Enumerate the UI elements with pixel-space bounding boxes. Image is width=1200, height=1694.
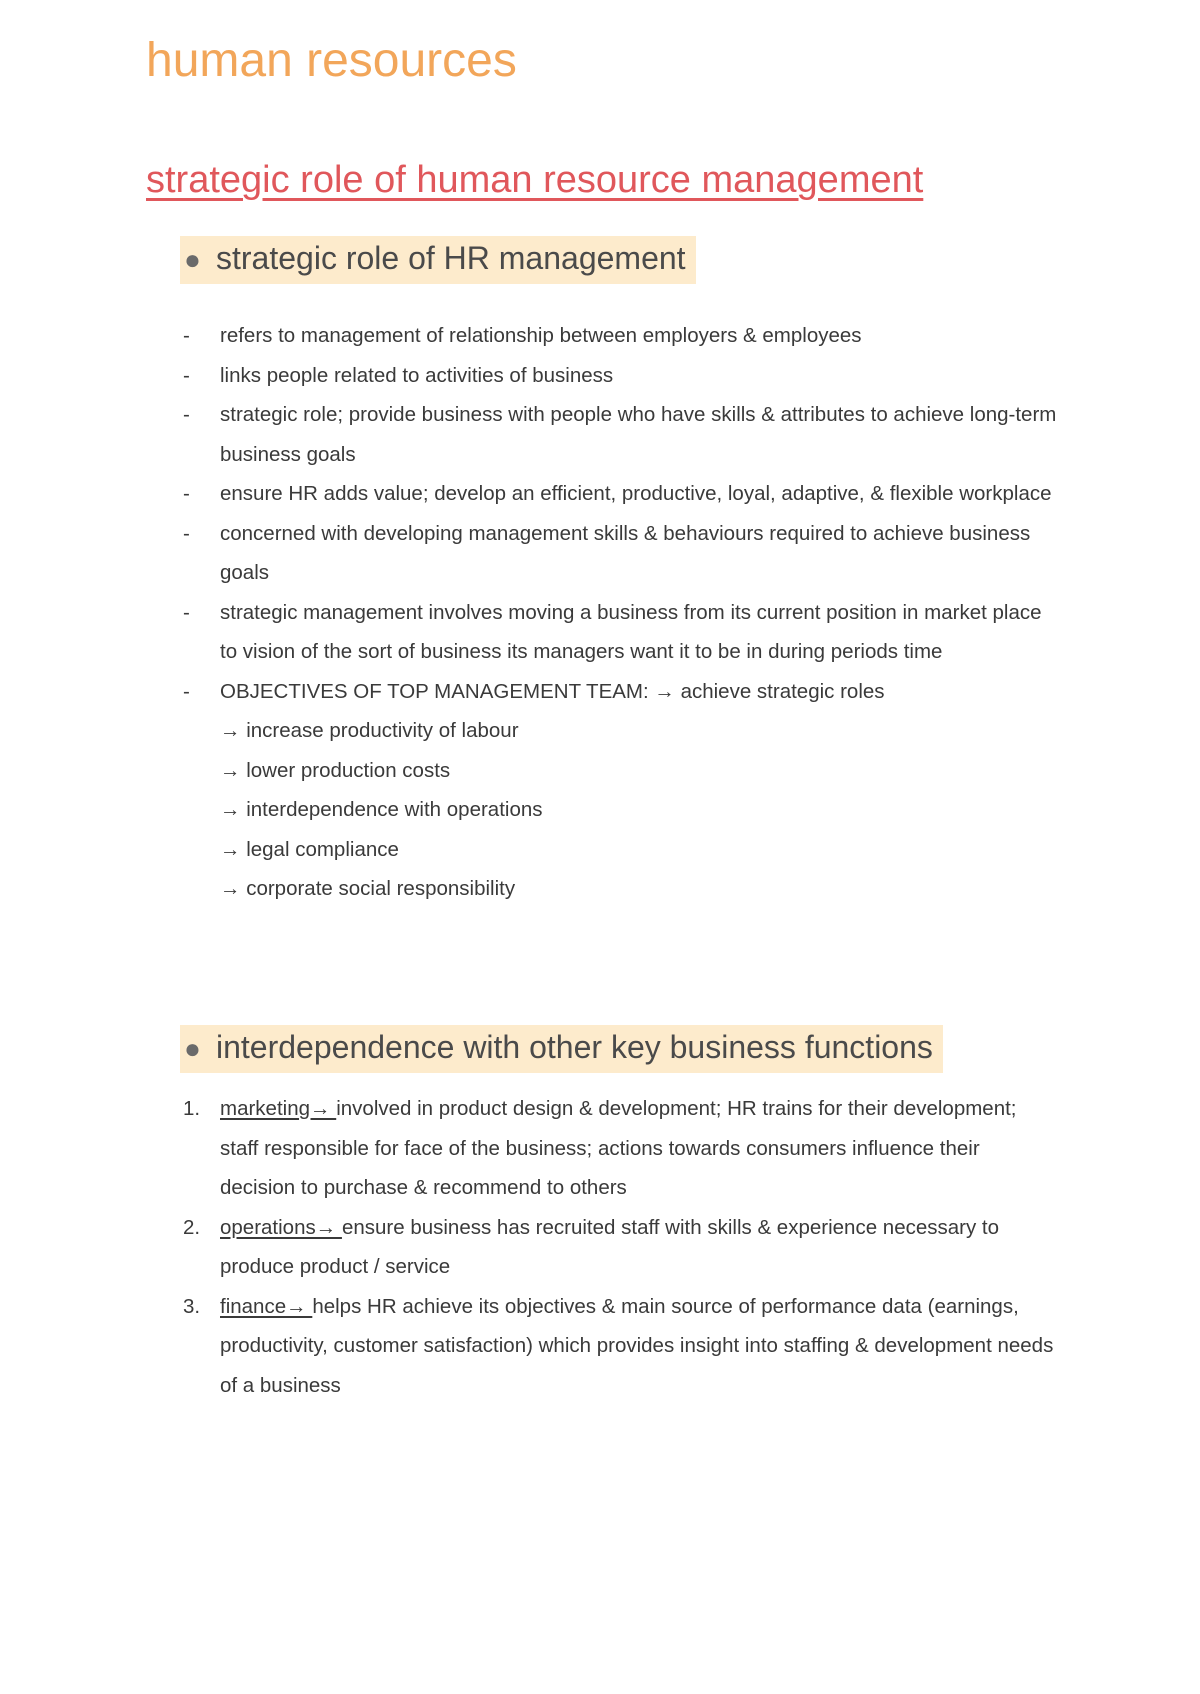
dash-marker: - <box>183 521 190 545</box>
list-item-text: OBJECTIVES OF TOP MANAGEMENT TEAM: → achieve strategic roles <box>220 679 885 703</box>
list-item-text: links people related to activities of business <box>220 363 614 387</box>
list-item <box>180 514 1060 593</box>
list-item <box>180 356 1060 396</box>
objective-item: → interdependence with operations <box>220 798 543 821</box>
bullet-dot-icon: ● <box>184 244 201 275</box>
subheading-strategic-role <box>180 236 696 284</box>
bullet-dot-icon: ● <box>184 1033 201 1064</box>
term-operations: operations→ <box>220 1215 342 1239</box>
list-number: 1. <box>183 1097 201 1120</box>
list-item-text: strategic management involves moving a business from its current position in market place to vision of the sort of business its managers want it to be in during periods time <box>220 600 1042 663</box>
section-heading: strategic role of human resource management <box>146 159 924 201</box>
dash-marker: - <box>183 403 190 426</box>
list-item-marketing <box>180 1089 1060 1208</box>
strategic-role-list <box>180 316 1060 909</box>
dash-marker: - <box>183 679 190 703</box>
list-item-operations <box>180 1208 1060 1287</box>
business-functions-list <box>180 1089 1060 1405</box>
subheading-text: strategic role of HR management <box>216 240 686 276</box>
dash-marker: - <box>183 363 190 387</box>
term-finance: finance→ <box>220 1294 313 1318</box>
document-title: human resources <box>146 34 517 87</box>
objective-item: → lower production costs <box>220 758 451 782</box>
list-number: 2. <box>183 1215 201 1239</box>
dash-marker: - <box>183 482 190 505</box>
list-item <box>180 395 1060 474</box>
list-item <box>180 316 1060 356</box>
subheading-interdependence <box>180 1025 943 1073</box>
list-item-text: helps HR achieve its objectives & main source of performance data (earnings, productivity, customer satisfaction) which provides insight into staffing & development needs of a business <box>220 1294 1054 1397</box>
list-number: 3. <box>183 1294 201 1318</box>
dash-marker: - <box>183 600 190 624</box>
objective-item: → increase productivity of labour <box>220 719 519 742</box>
list-item-text: involved in product design & development; HR trains for their development; staff responsible for face of the business; actions towards consumers influence their decision to purchase & recommend to others <box>220 1097 1017 1199</box>
dash-marker: - <box>183 324 190 347</box>
term-marketing: marketing→ <box>220 1097 337 1120</box>
list-item-text: ensure business has recruited staff with skills & experience necessary to produce product / service <box>220 1215 1000 1278</box>
objective-item: → corporate social responsibility <box>220 877 516 900</box>
list-item-text: concerned with developing management skills & behaviours required to achieve business goals <box>220 521 1031 584</box>
objective-item: → legal compliance <box>220 837 399 861</box>
list-item <box>180 672 1060 712</box>
list-item-text: strategic role; provide business with people who have skills & attributes to achieve long-term business goals <box>220 403 1057 466</box>
subheading-text: interdependence with other key business functions <box>216 1029 933 1065</box>
list-item <box>180 593 1060 672</box>
list-item-text: ensure HR adds value; develop an efficient, productive, loyal, adaptive, & flexible workplace <box>220 482 1052 505</box>
list-item <box>180 474 1060 514</box>
list-item-text: refers to management of relationship between employers & employees <box>220 324 862 347</box>
list-item-finance <box>180 1287 1060 1406</box>
